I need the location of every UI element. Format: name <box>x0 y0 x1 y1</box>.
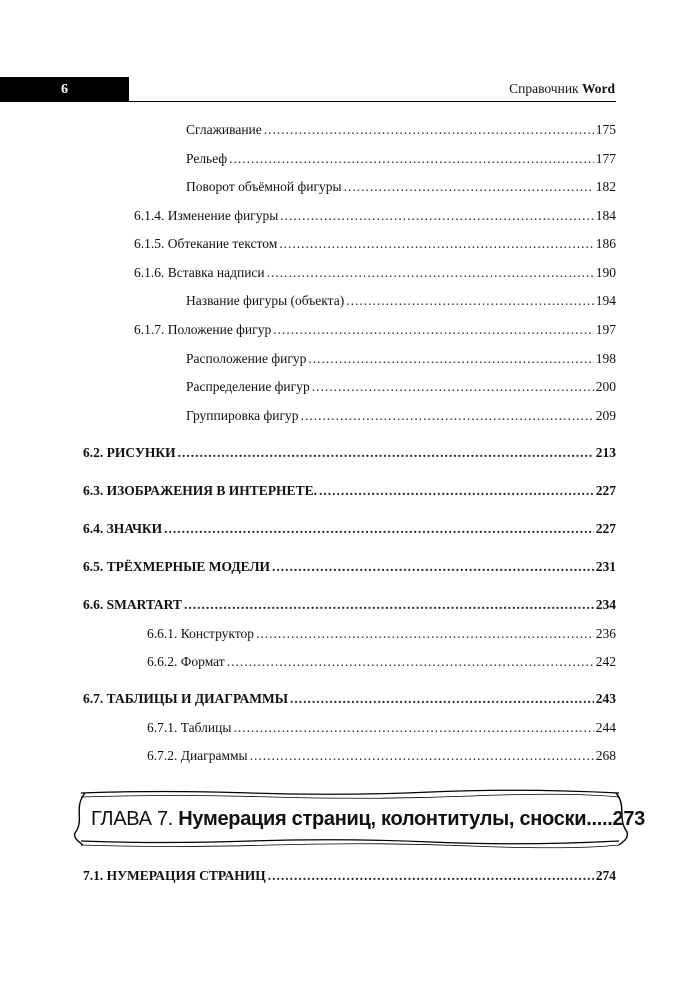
toc-entry[interactable] <box>134 264 616 282</box>
toc-entry-page: 175 <box>595 122 616 137</box>
toc-section-title: 6.3. ИЗОБРАЖЕНИЯ В ИНТЕРНЕТЕ. <box>83 483 317 498</box>
toc-entry-title: 6.1.5. Обтекание текстом <box>134 236 278 251</box>
toc-entry[interactable] <box>186 178 616 196</box>
toc-section-page: 213 <box>595 445 616 460</box>
chapter-page: 273 <box>612 808 646 830</box>
toc-entry-page: 177 <box>595 151 616 166</box>
toc-section[interactable] <box>83 444 616 462</box>
toc-entry-title: 6.6.1. Конструктор <box>147 626 255 641</box>
toc-section[interactable] <box>83 558 616 576</box>
chapter-leader: ..... <box>586 808 613 830</box>
toc-section-title: 6.7. ТАБЛИЦЫ И ДИАГРАММЫ <box>83 691 288 706</box>
toc-leader <box>233 719 593 737</box>
chapter-prefix: ГЛАВА 7. <box>91 808 179 830</box>
toc-section[interactable] <box>83 596 616 614</box>
toc-entry-page: 242 <box>595 654 616 669</box>
toc-entry[interactable] <box>134 321 616 339</box>
toc-entry-page: 186 <box>595 236 616 251</box>
toc-entry[interactable] <box>186 121 616 139</box>
toc-leader <box>250 747 594 765</box>
toc-entry-page: 184 <box>595 208 616 223</box>
toc-entry-page: 190 <box>595 265 616 280</box>
toc-leader <box>280 207 593 225</box>
toc-entry-title: 6.1.4. Изменение фигуры <box>134 208 279 223</box>
toc-leader <box>227 653 594 671</box>
toc-entry-title: 6.6.2. Формат <box>147 654 225 669</box>
running-head <box>509 80 615 98</box>
toc-entry-title: Распределение фигур <box>186 379 310 394</box>
toc-entry-page: 198 <box>595 351 616 366</box>
toc-leader <box>256 625 594 643</box>
toc-leader <box>164 520 594 538</box>
toc-entry-page: 268 <box>595 748 616 763</box>
toc-entry-title: Название фигуры (объекта) <box>186 293 345 308</box>
toc-entry[interactable] <box>147 747 616 765</box>
toc-entry-page: 209 <box>595 408 616 423</box>
toc-leader <box>308 350 593 368</box>
toc-entry-title: Рельеф <box>186 151 228 166</box>
toc-section-page: 227 <box>595 521 616 536</box>
toc-section-page: 234 <box>595 597 616 612</box>
toc-leader <box>279 235 593 253</box>
toc-leader <box>312 378 594 396</box>
toc-section[interactable] <box>83 867 616 885</box>
toc-entry[interactable] <box>147 719 616 737</box>
toc-section-title: 6.6. SMARTART <box>83 597 182 612</box>
toc-leader <box>268 867 594 885</box>
chapter-title-line <box>91 806 646 832</box>
toc-entry-page: 244 <box>595 720 616 735</box>
toc-section-title: 6.4. ЗНАЧКИ <box>83 521 163 536</box>
toc-entry[interactable] <box>134 235 616 253</box>
toc-section-page: 231 <box>595 559 616 574</box>
toc-entry[interactable] <box>147 653 616 671</box>
toc-leader <box>184 596 594 614</box>
toc-leader <box>264 121 594 139</box>
toc-entry-page: 236 <box>595 626 616 641</box>
toc-leader <box>272 558 594 576</box>
header-rule <box>129 101 616 102</box>
chapter-title: Нумерация страниц, колонтитулы, сноски <box>178 808 587 830</box>
running-head-prefix: Справочник <box>509 81 582 96</box>
running-head-book: Word <box>581 81 615 96</box>
toc-entry[interactable] <box>186 378 616 396</box>
toc-leader <box>273 321 594 339</box>
toc-section-title: 7.1. НУМЕРАЦИЯ СТРАНИЦ <box>83 868 266 883</box>
toc-section-title: 6.2. РИСУНКИ <box>83 445 176 460</box>
toc-entry[interactable] <box>186 150 616 168</box>
chapter-heading[interactable] <box>71 788 646 850</box>
toc-entry-page: 182 <box>595 179 616 194</box>
toc-entry-page: 194 <box>595 293 616 308</box>
toc-section-page: 274 <box>595 868 616 883</box>
toc-entry-title: Группировка фигур <box>186 408 299 423</box>
toc-leader <box>344 178 594 196</box>
toc-entry-title: 6.7.1. Таблицы <box>147 720 232 735</box>
toc-entry[interactable] <box>147 625 616 643</box>
toc-entry-page: 197 <box>595 322 616 337</box>
toc-leader <box>301 407 594 425</box>
toc-section-page: 243 <box>595 691 616 706</box>
toc-section-page: 227 <box>595 483 616 498</box>
page-number: 6 <box>61 82 68 97</box>
toc-entry-title: 6.1.7. Положение фигур <box>134 322 272 337</box>
toc-entry-title: Поворот объёмной фигуры <box>186 179 342 194</box>
toc-entry[interactable] <box>186 350 616 368</box>
toc-entry[interactable] <box>186 407 616 425</box>
toc-entry-title: 6.7.2. Диаграммы <box>147 748 248 763</box>
toc-section[interactable] <box>83 482 616 500</box>
toc-section-title: 6.5. ТРЁХМЕРНЫЕ МОДЕЛИ <box>83 559 271 574</box>
toc-leader <box>319 482 594 500</box>
toc-section[interactable] <box>83 520 616 538</box>
toc-entry-page: 200 <box>595 379 616 394</box>
toc-leader <box>267 264 594 282</box>
toc-entry[interactable] <box>134 207 616 225</box>
toc-leader <box>178 444 594 462</box>
toc-leader <box>346 292 594 310</box>
toc-entry-title: 6.1.6. Вставка надписи <box>134 265 265 280</box>
toc-section[interactable] <box>83 690 616 708</box>
toc-entry-title: Расположение фигур <box>186 351 307 366</box>
toc-entry[interactable] <box>186 292 616 310</box>
toc-leader <box>290 690 594 708</box>
toc-entry-title: Сглаживание <box>186 122 262 137</box>
toc-leader <box>229 150 594 168</box>
